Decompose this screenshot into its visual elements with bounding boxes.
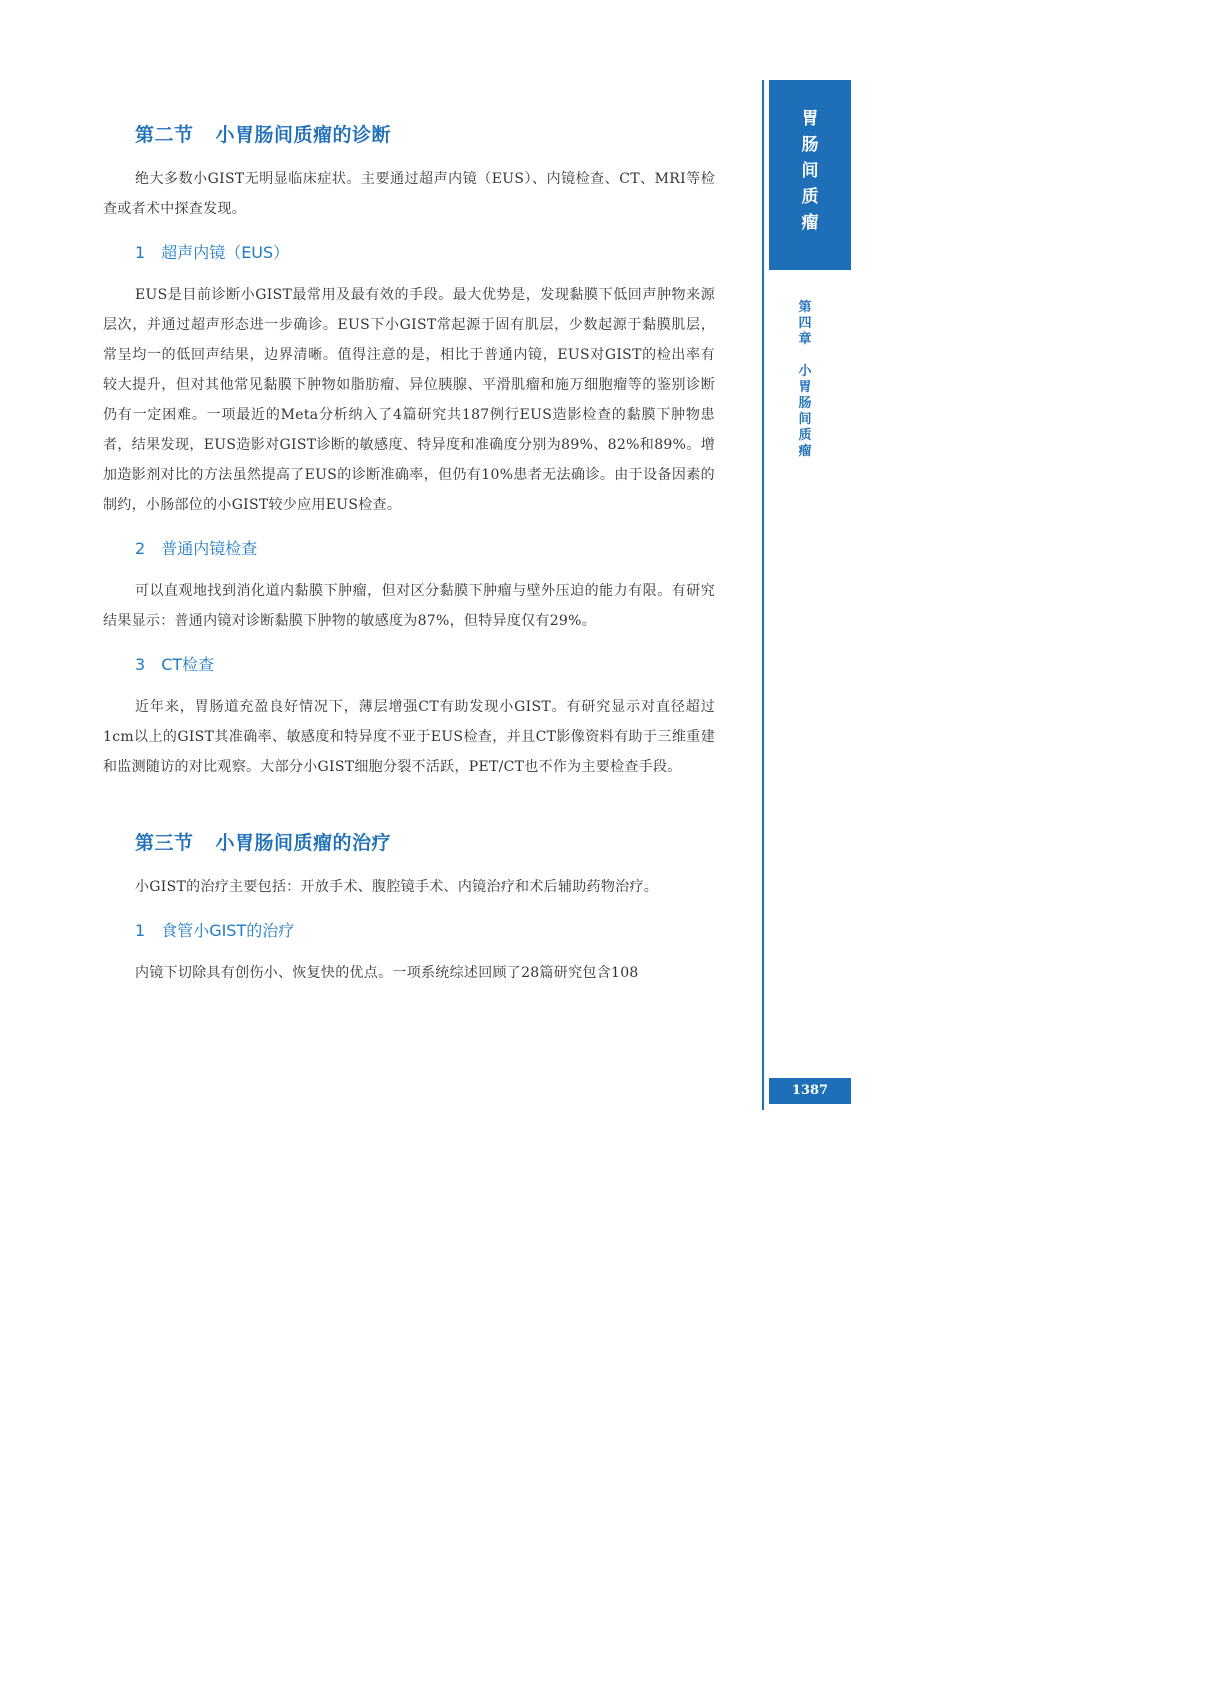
chapter-title-char: 质 [798, 428, 812, 443]
side-tab-char: 肠 [801, 135, 819, 155]
chapter-title-char: 间 [798, 412, 812, 427]
section-intro-paragraph: 绝大多数小GIST无明显临床症状。主要通过超声内镜（EUS）、内镜检查、CT、MRI等检查或者术中探查发现。 [103, 171, 715, 217]
margin-divider-line [762, 80, 764, 1110]
section-title: 小胃肠间质瘤的诊断 [215, 124, 392, 146]
side-tab-char: 瘤 [801, 213, 819, 233]
section-heading [135, 828, 715, 858]
section-intro-paragraph: 小GIST的治疗主要包括：开放手术、腹腔镜手术、内镜治疗和术后辅助药物治疗。 [135, 879, 659, 895]
body-paragraph: 近年来，胃肠道充盈良好情况下，薄层增强CT有助发现小GIST。有研究显示对直径超过1cm以上的GIST其准确率、敏感度和特异度不亚于EUS检查，并且CT影像资料有助于三维重建和监测随访的对比观察。大部分小GIST细胞分裂不活跃，PET/CT也不作为主要检查手段。 [103, 699, 715, 775]
section-number: 第二节 [135, 124, 194, 146]
page-number: 1387 [769, 1078, 851, 1104]
body-paragraph: 内镜下切除具有创伤小、恢复快的优点。一项系统综述回顾了28篇研究包含108 [135, 965, 639, 981]
running-chapter-label [793, 300, 817, 460]
chapter-title-char: 肠 [798, 396, 812, 411]
subsection-number: 1 [135, 243, 146, 262]
subsection-heading [135, 652, 715, 678]
chapter-title-char: 胃 [798, 380, 812, 395]
subsection-heading [135, 240, 715, 266]
chapter-char: 四 [798, 316, 812, 331]
chapter-title-char: 小 [798, 364, 812, 379]
subsection-heading [135, 918, 715, 944]
chapter-title-char: 瘤 [798, 444, 812, 459]
section-heading [135, 120, 715, 150]
body-paragraph: EUS是目前诊断小GIST最常用及最有效的手段。最大优势是，发现黏膜下低回声肿物来源层次，并通过超声形态进一步确诊。EUS下小GIST常起源于固有肌层，少数起源于黏膜肌层，常呈均一的低回声结果，边界清晰。值得注意的是，相比于普通内镜，EUS对GIST的检出率有较大提升，但对其他常见黏膜下肿物如脂肪瘤、异位胰腺、平滑肌瘤和施万细胞瘤等的鉴别诊断仍有一定困难。一项最近的Meta分析纳入了4篇研究共187例行EUS造影检查的黏膜下肿物患者，结果发现，EUS造影对GIST诊断的敏感度、特异度和准确度分别为89%、82%和89%。增加造影剂对比的方法虽然提高了EUS的诊断准确率，但仍有10%患者无法确诊。由于设备因素的制约，小肠部位的小GIST较少应用EUS检查。 [103, 287, 715, 513]
chapter-char: 第 [798, 300, 812, 315]
section-number: 第三节 [135, 832, 194, 854]
body-paragraph: 可以直观地找到消化道内黏膜下肿瘤，但对区分黏膜下肿瘤与壁外压迫的能力有限。有研究结果显示：普通内镜对诊断黏膜下肿物的敏感度为87%，但特异度仅有29%。 [103, 583, 715, 629]
subsection-number: 1 [135, 921, 146, 940]
subsection-title: 普通内镜检查 [161, 539, 258, 558]
subsection-heading [135, 536, 715, 562]
subsection-number: 2 [135, 539, 146, 558]
chapter-char: 章 [798, 332, 812, 347]
section-title: 小胃肠间质瘤的治疗 [215, 832, 392, 854]
subsection-title: 食管小GIST的治疗 [161, 921, 295, 940]
side-tab-char: 间 [801, 161, 819, 181]
subsection-title: 超声内镜（EUS） [161, 243, 290, 262]
side-tab-char: 胃 [801, 109, 819, 129]
subsection-title: CT检查 [161, 655, 215, 674]
main-text-column [103, 108, 715, 994]
side-tab-char: 质 [801, 187, 819, 207]
side-thumb-tab [769, 80, 851, 270]
subsection-number: 3 [135, 655, 146, 674]
